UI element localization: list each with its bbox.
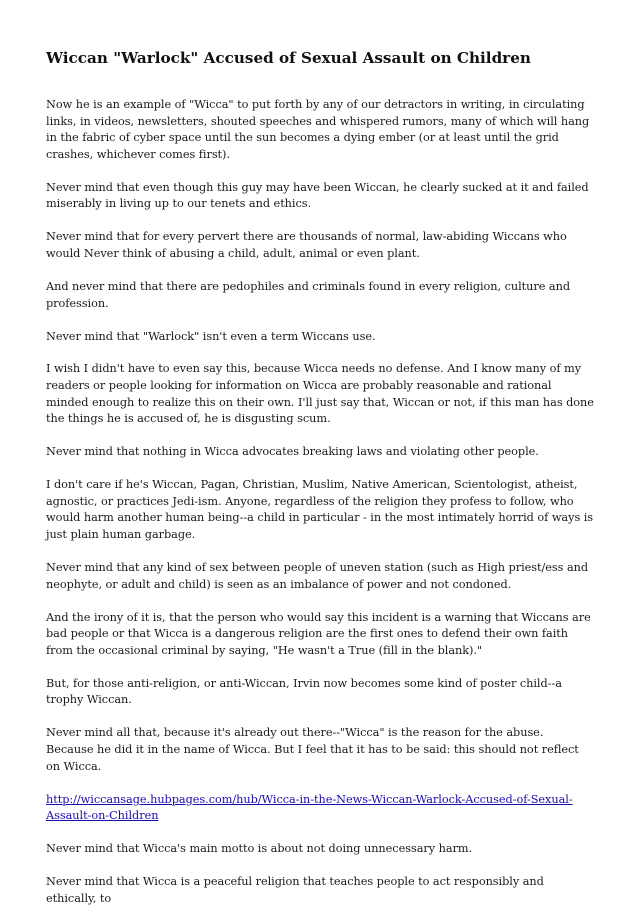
paragraph-9: Never mind that any kind of sex between people of uneven station (such as High priest/ess and neophyte, or adult and child) is seen as an imbalance of power and not condoned. bbox=[46, 561, 589, 591]
paragraph-3: Never mind that for every pervert there are thousands of normal, law-abiding Wiccans who would Never think of abusing a child, adult, animal or even plant. bbox=[46, 230, 567, 260]
article-title: Wiccan "Warlock" Accused of Sexual Assault on Children bbox=[46, 49, 531, 67]
document-page bbox=[46, 48, 594, 924]
paragraph-14: Never mind that Wicca is a peaceful religion that teaches people to act responsibly and ethically, to bbox=[46, 875, 544, 905]
paragraph-11: But, for those anti-religion, or anti-Wiccan, Irvin now becomes some kind of poster child--a trophy Wiccan. bbox=[46, 676, 562, 707]
paragraph-1: Now he is an example of "Wicca" to put forth by any of our detractors in writing, in circulating links, in videos, newsletters, shouted speeches and whispered rumors, many of which will hang in the fabric of cyber space until the sun becomes a dying ember (or at least until the grid crashes, whichever comes first). bbox=[46, 98, 590, 161]
paragraph-8: I don't care if he's Wiccan, Pagan, Christian, Muslim, Native American, Scientologist, atheist, agnostic, or practices Jedi-ism. Anyone, regardless of the religion they profess to follow, who would harm another human being--a child in particular - in the most intimately horrid of ways is just plain human garbage. bbox=[46, 478, 594, 542]
paragraph-2: Never mind that even though this guy may have been Wiccan, he clearly sucked at it and failed miserably in living up to our tenets and ethics. bbox=[46, 180, 589, 211]
paragraph-13: Never mind that Wicca's main motto is about not doing unnecessary harm. bbox=[46, 842, 473, 856]
paragraph-7: Never mind that nothing in Wicca advocates breaking laws and violating other people. bbox=[46, 445, 539, 459]
source-link-paragraph bbox=[46, 792, 594, 825]
paragraph-10: And the irony of it is, that the person who would say this incident is a warning that Wiccans are bad people or that Wicca is a dangerous religion are the first ones to defend their own faith from the occasional criminal by saying, "He wasn't a True (fill in the blank)." bbox=[46, 610, 591, 657]
paragraph-4: And never mind that there are pedophiles and criminals found in every religion, culture and profession. bbox=[46, 279, 571, 310]
paragraph-12: Never mind all that, because it's already out there--"Wicca" is the reason for the abuse. Because he did it in the name of Wicca. But I feel that it has to be said: this should not reflect on Wicca. bbox=[46, 726, 579, 773]
source-link[interactable]: http://wiccansage.hubpages.com/hub/Wicca-in-the-News-Wiccan-Warlock-Accused-of-Sexual-Assault-on-Children bbox=[46, 792, 573, 823]
paragraph-5: Never mind that "Warlock" isn't even a term Wiccans use. bbox=[46, 329, 376, 343]
paragraph-6: I wish I didn't have to even say this, because Wicca needs no defense. And I know many of my readers or people looking for information on Wicca are probably reasonable and rational minded enough to realize this on their own. I'll just say that, Wiccan or not, if this man has done the things he is accused of, he is disgusting scum. bbox=[46, 362, 594, 426]
